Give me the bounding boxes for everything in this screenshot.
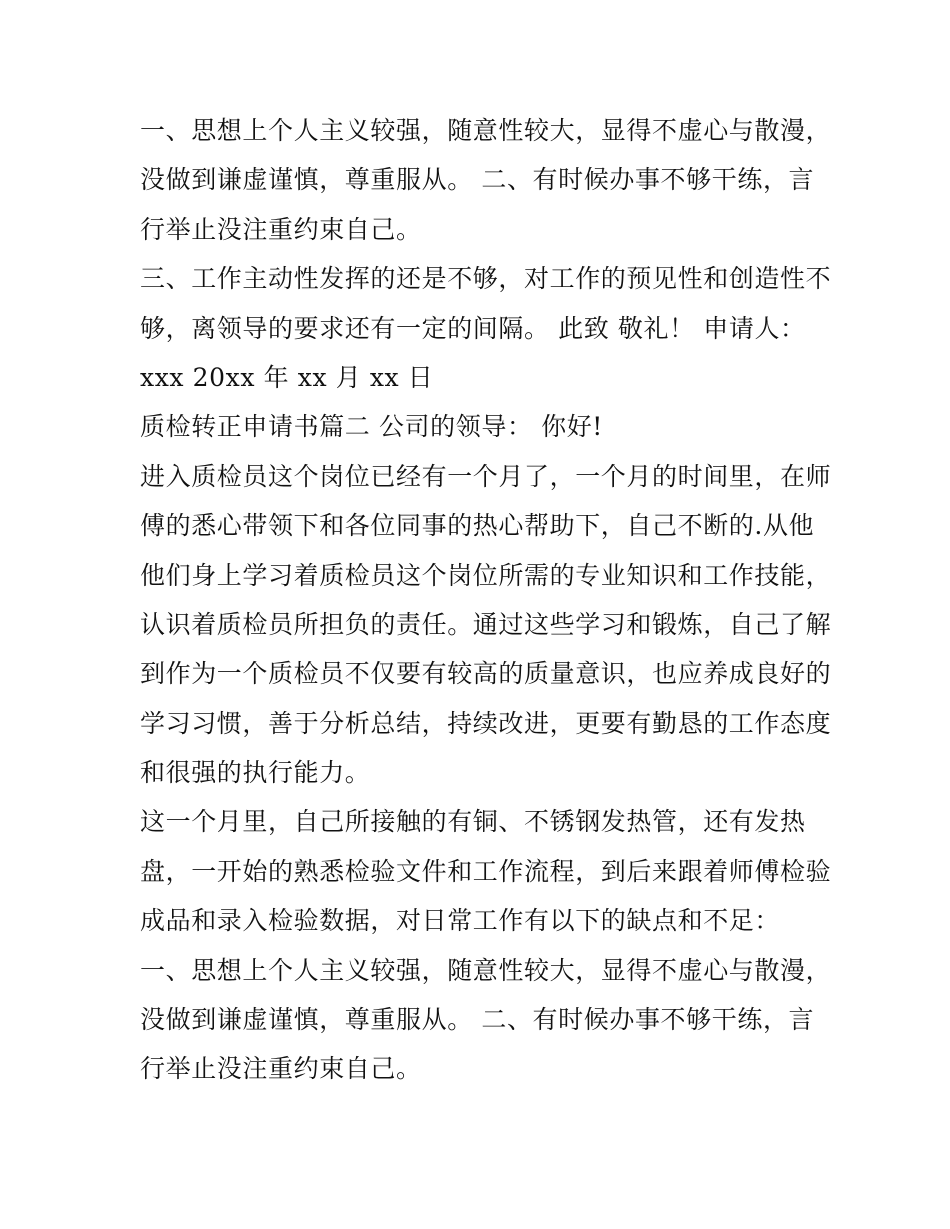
text-line: 成品和录入检验数据，对日常工作有以下的缺点和不足： xyxy=(140,906,781,936)
text-line: 够，离领导的要求还有一定的间隔。 此致 敬礼！ 申请人： xyxy=(140,313,806,343)
text-line: 学习习惯，善于分析总结，持续改进，更要有勤恳的工作态度 xyxy=(140,708,832,738)
document-body xyxy=(140,106,832,1094)
text-line: 没做到谦虚谨慎，尊重服从。 二、有时候办事不够干练，言 xyxy=(140,1005,815,1035)
section-heading: 质检转正申请书篇二 公司的领导： 你好! xyxy=(140,412,603,442)
text-line: 这一个月里，自己所接触的有铜、不锈钢发热管，还有发热 xyxy=(140,807,806,837)
text-line: 到作为一个质检员不仅要有较高的质量意识，也应养成良好的 xyxy=(140,659,832,689)
text-line: 行举止没注重约束自己。 xyxy=(140,214,422,244)
text-line: 一、思想上个人主义较强，随意性较大，显得不虚心与散漫， xyxy=(140,116,832,145)
text-line: 进入质检员这个岗位已经有一个月了，一个月的时间里，在师 xyxy=(140,461,832,491)
text-line: 没做到谦虚谨慎，尊重服从。 二、有时候办事不够干练，言 xyxy=(140,165,815,195)
text-line: 一、思想上个人主义较强，随意性较大，显得不虚心与散漫， xyxy=(140,955,832,985)
text-line: 行举止没注重约束自己。 xyxy=(140,1054,422,1084)
date-line: xxx 20xx 年 xx 月 xx 日 xyxy=(140,362,434,392)
text-line: 他们身上学习着质检员这个岗位所需的专业知识和工作技能， xyxy=(140,560,832,590)
text-line: 三、工作主动性发挥的还是不够，对工作的预见性和创造性不 xyxy=(140,264,832,294)
text-line: 和很强的执行能力。 xyxy=(140,758,371,788)
text-line: 盘，一开始的熟悉检验文件和工作流程，到后来跟着师傅检验 xyxy=(140,856,832,886)
text-line: 认识着质检员所担负的责任。通过这些学习和锻炼，自己了解 xyxy=(140,609,832,639)
text-line: 傅的悉心带领下和各位同事的热心帮助下，自己不断的.从他 xyxy=(140,511,815,541)
